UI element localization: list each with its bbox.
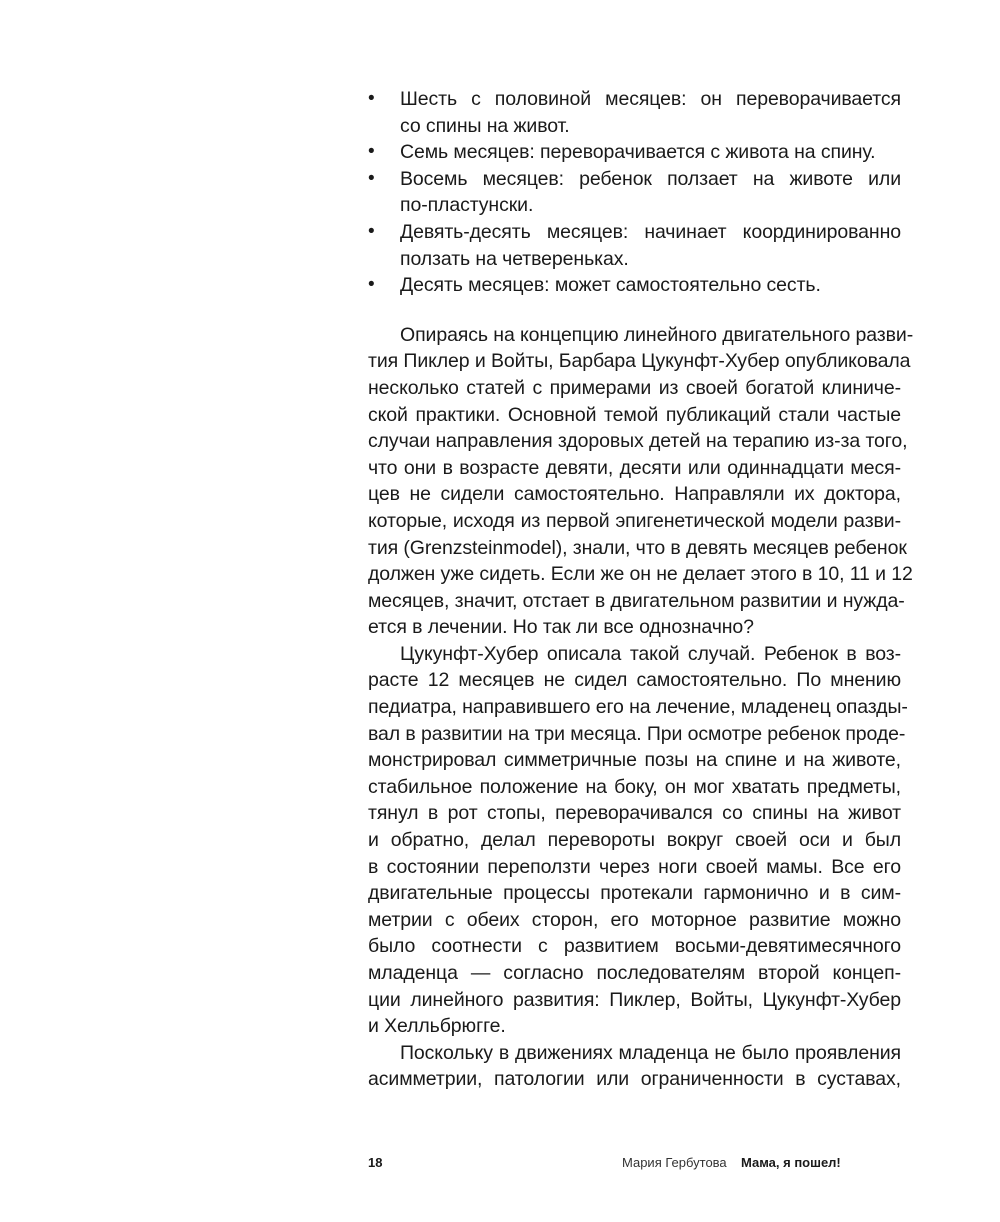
text-line: несколько статей с примерами из своей богатой клиниче- <box>368 376 901 399</box>
text-line: младенца — согласно последователям второй концеп- <box>368 962 901 984</box>
bullet-mark: • <box>368 141 375 163</box>
text-column <box>368 86 914 1093</box>
body-text <box>368 322 914 1093</box>
text-line: со спины на живот. <box>400 114 570 137</box>
text-line: Восемь месяцев: ребенок ползает на животе или <box>400 167 901 190</box>
text-line: тянул в рот стопы, переворачивался со спины на живот <box>368 802 901 825</box>
text-line: Опираясь на концепцию линейного двигательного разви- <box>400 323 914 346</box>
text-line: было соотнести с развитием восьми-девятимесячного <box>368 935 901 958</box>
text-line: должен уже сидеть. Если же он не делает этого в 10, 11 и 12 <box>368 563 913 586</box>
text-line: метрии с обеих сторон, его моторное развитие можно <box>368 908 901 931</box>
text-line: Десять месяцев: может самостоятельно сесть. <box>400 274 821 297</box>
bullet-text <box>400 139 901 166</box>
list-item <box>368 272 901 299</box>
bullet-mark: • <box>368 220 375 242</box>
paragraph <box>368 1040 901 1093</box>
text-line: случаи направления здоровых детей на терапию из-за того, <box>368 430 908 453</box>
text-line: и обратно, делал перевороты вокруг своей оси и был <box>368 829 901 852</box>
list-item <box>368 139 901 166</box>
text-line: Шесть с половиной месяцев: он переворачивается <box>400 88 901 110</box>
list-item <box>368 166 901 219</box>
bullet-text <box>400 272 901 299</box>
bullet-mark: • <box>368 274 375 296</box>
text-line: цев не сидели самостоятельно. Направляли их доктора, <box>368 483 901 506</box>
paragraph <box>368 641 908 1040</box>
text-line: в состоянии переползти через ноги своей мамы. Все его <box>368 855 901 878</box>
text-line: тия Пиклер и Войты, Барбара Цукунфт-Хубер опубликовала <box>368 350 911 373</box>
paragraph <box>368 322 914 641</box>
text-line: ползать на четвереньках. <box>400 247 629 270</box>
text-line: Девять-десять месяцев: начинает координированно <box>400 220 901 243</box>
text-line: асимметрии, патологии или ограниченности в суставах, <box>368 1068 901 1091</box>
footer-book-title: Мама, я пошел! <box>741 1155 841 1170</box>
text-line: ской практики. Основной темой публикаций стали частые <box>368 403 901 426</box>
text-line: стабильное положение на боку, он мог хватать предметы, <box>368 775 901 798</box>
text-line: ется в лечении. Но так ли все однозначно? <box>368 616 754 639</box>
bullet-text <box>400 166 901 219</box>
footer-author: Мария Гербутова <box>622 1155 727 1170</box>
bullet-mark: • <box>368 167 375 189</box>
text-line: которые, исходя из первой эпигенетической модели разви- <box>368 509 901 532</box>
milestone-bullet-list <box>368 86 901 299</box>
text-line: тия (Grenzsteinmodel), знали, что в девять месяцев ребенок <box>368 536 907 559</box>
page-footer <box>0 1155 1000 1175</box>
bullet-text <box>400 86 901 139</box>
text-line: Поскольку в движениях младенца не было проявления <box>400 1041 901 1064</box>
text-line: месяцев, значит, отстает в двигательном развитии и нужда- <box>368 589 905 612</box>
text-line: расте 12 месяцев не сидел самостоятельно. По мнению <box>368 669 901 692</box>
bullet-mark: • <box>368 88 375 109</box>
list-item <box>368 86 901 139</box>
text-line: что они в возрасте девяти, десяти или одиннадцати меся- <box>368 456 901 479</box>
bullet-text <box>400 219 901 272</box>
text-line: Семь месяцев: переворачивается с живота на спину. <box>400 141 876 164</box>
text-line: педиатра, направившего его на лечение, младенец опазды- <box>368 696 908 719</box>
text-line: и Хелльбрюгге. <box>368 1015 506 1038</box>
list-item <box>368 219 901 272</box>
text-line: монстрировал симметричные позы на спине и на животе, <box>368 749 901 772</box>
text-line: вал в развитии на три месяца. При осмотре ребенок проде- <box>368 722 906 745</box>
text-line: Цукунфт-Хубер описала такой случай. Ребенок в воз- <box>400 642 901 665</box>
page-number: 18 <box>368 1155 383 1170</box>
text-line: двигательные процессы протекали гармонично и в сим- <box>368 882 901 905</box>
text-line: ции линейного развития: Пиклер, Войты, Цукунфт-Хубер <box>368 988 901 1011</box>
text-line: по-пластунски. <box>400 194 534 217</box>
